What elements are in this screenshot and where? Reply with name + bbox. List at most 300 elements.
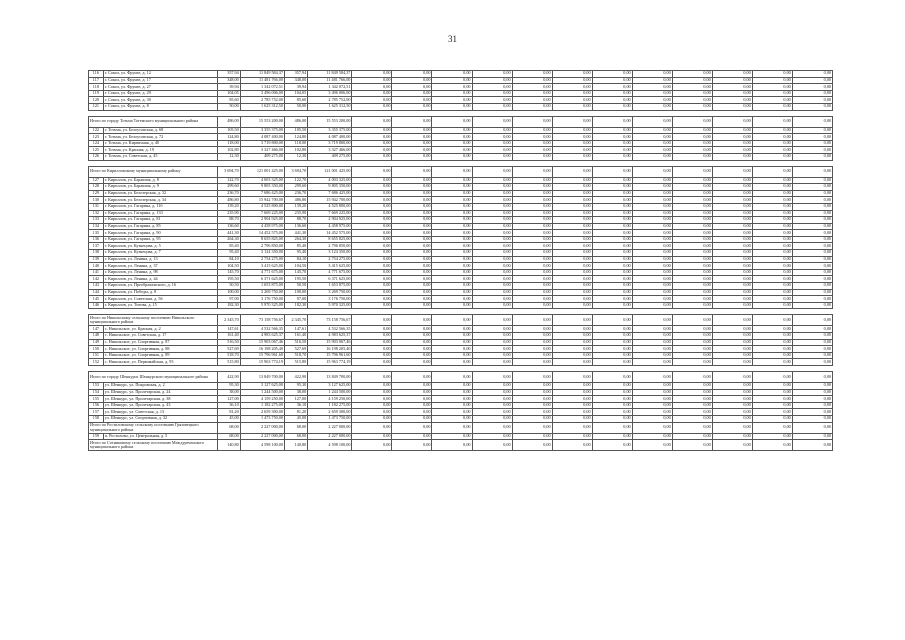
sum-cell-2: 2 785 752,00 [308, 97, 352, 104]
area-cell-2: 122,70 [284, 177, 307, 184]
zero-cell: 0,00 [632, 276, 672, 283]
zero-cell: 0,00 [752, 210, 792, 217]
zero-cell: 0,00 [352, 276, 392, 283]
zero-cell: 0,00 [392, 90, 432, 97]
sum-cell-2: 4 003 325,00 [308, 177, 352, 184]
row-index: 142 [89, 276, 104, 283]
zero-cell: 0,00 [512, 263, 552, 270]
sum-cell-2: 1 244 500,00 [308, 389, 352, 396]
sum-cell: 3 496 006,00 [240, 90, 284, 97]
zero-cell: 0,00 [552, 346, 592, 353]
zero-cell: 0,00 [672, 315, 712, 326]
zero-cell: 0,00 [472, 116, 512, 127]
zero-cell: 0,00 [632, 422, 672, 433]
zero-cell: 0,00 [432, 389, 472, 396]
zero-cell: 0,00 [472, 283, 512, 290]
zero-cell: 0,00 [472, 415, 512, 422]
zero-cell: 0,00 [352, 382, 392, 389]
zero-cell: 0,00 [552, 296, 592, 303]
sum-cell-2: 3 127 625,00 [308, 382, 352, 389]
row-address: г. Кириллов, ул. Гагарина, д. 81 [103, 217, 217, 224]
zero-cell: 0,00 [712, 203, 752, 210]
zero-cell: 0,00 [472, 396, 512, 403]
zero-cell: 0,00 [792, 339, 832, 346]
zero-cell: 0,00 [392, 230, 432, 237]
table-row [89, 250, 833, 257]
zero-cell: 0,00 [552, 127, 592, 134]
zero-cell: 0,00 [792, 147, 832, 154]
zero-cell: 0,00 [712, 396, 752, 403]
row-index: 139 [89, 256, 104, 263]
zero-cell: 0,00 [552, 256, 592, 263]
table-row [89, 71, 833, 78]
zero-cell: 0,00 [392, 402, 432, 409]
zero-cell: 0,00 [592, 433, 632, 440]
zero-cell: 0,00 [672, 184, 712, 191]
table-row [89, 177, 833, 184]
table-row [89, 396, 833, 403]
zero-cell: 0,00 [512, 415, 552, 422]
row-index: 118 [89, 84, 104, 91]
zero-cell: 0,00 [592, 315, 632, 326]
zero-cell: 0,00 [672, 333, 712, 340]
zero-cell: 0,00 [752, 289, 792, 296]
zero-cell: 0,00 [672, 166, 712, 177]
zero-cell: 0,00 [352, 359, 392, 366]
zero-cell: 0,00 [752, 396, 792, 403]
zero-cell: 0,00 [632, 371, 672, 382]
area-cell-2: 264,30 [284, 236, 307, 243]
zero-cell: 0,00 [592, 276, 632, 283]
zero-cell: 0,00 [792, 402, 832, 409]
row-address: г. Сокол, ул. Фрунзе, д. 29 [103, 90, 217, 97]
zero-cell: 0,00 [792, 346, 832, 353]
zero-cell: 0,00 [432, 409, 472, 416]
row-index: 152 [89, 359, 104, 366]
area-cell: 81,20 [217, 409, 240, 416]
zero-cell: 0,00 [552, 236, 592, 243]
zero-cell: 0,00 [552, 223, 592, 230]
zero-cell: 0,00 [592, 371, 632, 382]
area-cell-2: 140,80 [284, 440, 307, 451]
zero-cell: 0,00 [432, 190, 472, 197]
zero-cell: 0,00 [392, 315, 432, 326]
zero-cell: 0,00 [752, 250, 792, 257]
area-cell: 118,00 [217, 140, 240, 147]
zero-cell: 0,00 [472, 269, 512, 276]
zero-cell: 0,00 [672, 84, 712, 91]
sum-cell: 4 159 250,00 [240, 396, 284, 403]
zero-cell: 0,00 [392, 440, 432, 451]
zero-cell: 0,00 [712, 250, 752, 257]
zero-cell: 0,00 [672, 153, 712, 160]
zero-cell: 0,00 [712, 103, 752, 110]
table-row [89, 359, 833, 366]
zero-cell: 0,00 [712, 190, 752, 197]
zero-cell: 0,00 [632, 382, 672, 389]
sum-cell: 2 785 752,00 [240, 97, 284, 104]
row-index: 131 [89, 203, 104, 210]
zero-cell: 0,00 [392, 276, 432, 283]
zero-cell: 0,00 [672, 283, 712, 290]
row-address: г. Сокол, ул. Фрунзе, д. 17 [103, 77, 217, 84]
zero-cell: 0,00 [672, 243, 712, 250]
zero-cell: 0,00 [392, 302, 432, 309]
zero-cell: 0,00 [592, 263, 632, 270]
row-index: 116 [89, 71, 104, 78]
zero-cell: 0,00 [672, 433, 712, 440]
zero-cell: 0,00 [752, 256, 792, 263]
zero-cell: 0,00 [712, 243, 752, 250]
area-cell-2: 486,80 [284, 197, 307, 204]
zero-cell: 0,00 [432, 269, 472, 276]
row-address: г. Сокол, ул. Фрунзе, д. 30 [103, 97, 217, 104]
zero-cell: 0,00 [392, 339, 432, 346]
zero-cell: 0,00 [712, 140, 752, 147]
zero-cell: 0,00 [392, 77, 432, 84]
zero-cell: 0,00 [472, 346, 512, 353]
table-row [89, 276, 833, 283]
zero-cell: 0,00 [552, 184, 592, 191]
zero-cell: 0,00 [672, 236, 712, 243]
area-cell-2: 518,70 [284, 352, 307, 359]
zero-cell: 0,00 [472, 134, 512, 141]
zero-cell: 0,00 [792, 250, 832, 257]
zero-cell: 0,00 [792, 184, 832, 191]
zero-cell: 0,00 [552, 147, 592, 154]
zero-cell: 0,00 [352, 217, 392, 224]
zero-cell: 0,00 [352, 422, 392, 433]
zero-cell: 0,00 [552, 422, 592, 433]
zero-cell: 0,00 [632, 197, 672, 204]
zero-cell: 0,00 [632, 333, 672, 340]
sum-cell-2: 11 849 584,37 [308, 71, 352, 78]
zero-cell: 0,00 [352, 302, 392, 309]
zero-cell: 0,00 [672, 396, 712, 403]
sum-cell: 16 198 205,40 [240, 346, 284, 353]
zero-cell: 0,00 [472, 315, 512, 326]
zero-cell: 0,00 [592, 256, 632, 263]
zero-cell: 0,00 [792, 140, 832, 147]
zero-cell: 0,00 [752, 84, 792, 91]
zero-cell: 0,00 [472, 440, 512, 451]
area-cell: 145,70 [217, 269, 240, 276]
subtotal-row [89, 116, 833, 127]
zero-cell: 0,00 [672, 250, 712, 257]
area-cell: 516,50 [217, 339, 240, 346]
zero-cell: 0,00 [792, 433, 832, 440]
zero-cell: 0,00 [552, 166, 592, 177]
sum-cell-2: 4 458 975,00 [308, 223, 352, 230]
zero-cell: 0,00 [672, 263, 712, 270]
zero-cell: 0,00 [592, 184, 632, 191]
zero-cell: 0,00 [552, 177, 592, 184]
row-address: г. Кириллов, ул. Ленина, д. 98 [103, 269, 217, 276]
zero-cell: 0,00 [672, 197, 712, 204]
zero-cell: 0,00 [672, 402, 712, 409]
zero-cell: 0,00 [552, 371, 592, 382]
zero-cell: 0,00 [472, 371, 512, 382]
zero-cell: 0,00 [712, 147, 752, 154]
area-cell-2: 104,05 [284, 90, 307, 97]
zero-cell: 0,00 [712, 315, 752, 326]
row-address: с. Никольское, ул. Красная, д. 2 [103, 326, 217, 333]
area-cell-2: 85,60 [284, 97, 307, 104]
zero-cell: 0,00 [392, 236, 432, 243]
zero-cell: 0,00 [352, 352, 392, 359]
area-cell: 441,30 [217, 230, 240, 237]
zero-cell: 0,00 [512, 97, 552, 104]
zero-cell: 0,00 [512, 283, 552, 290]
area-cell: 122,70 [217, 177, 240, 184]
zero-cell: 0,00 [552, 90, 592, 97]
row-index: 138 [89, 250, 104, 257]
zero-cell: 0,00 [512, 230, 552, 237]
zero-cell: 0,00 [512, 402, 552, 409]
area-cell-2: 118,00 [284, 140, 307, 147]
row-address: г. Кириллов, ул. Гагарина, д. 133 [103, 210, 217, 217]
zero-cell: 0,00 [552, 84, 592, 91]
zero-cell: 0,00 [472, 389, 512, 396]
zero-cell: 0,00 [592, 422, 632, 433]
zero-cell: 0,00 [432, 90, 472, 97]
area-cell: 264,30 [217, 236, 240, 243]
zero-cell: 0,00 [552, 433, 592, 440]
row-index: 148 [89, 333, 104, 340]
area-cell-2: 235,90 [284, 210, 307, 217]
zero-cell: 0,00 [552, 134, 592, 141]
zero-cell: 0,00 [592, 134, 632, 141]
sum-cell: 4 087 400,00 [240, 134, 284, 141]
zero-cell: 0,00 [432, 177, 472, 184]
area-cell: 357,94 [217, 71, 240, 78]
sum-cell-2: 6 371 625,00 [308, 276, 352, 283]
zero-cell: 0,00 [792, 127, 832, 134]
row-index: 130 [89, 197, 104, 204]
row-address: г. Тотьма, ул. Белоусовская, д. 68 [103, 127, 217, 134]
sum-cell-2: 14 452 575,00 [308, 230, 352, 237]
zero-cell: 0,00 [552, 197, 592, 204]
area-cell: 50,50 [217, 283, 240, 290]
table-row [89, 296, 833, 303]
zero-cell: 0,00 [632, 84, 672, 91]
row-index: 135 [89, 230, 104, 237]
subtotal-row [89, 371, 833, 382]
table-row [89, 402, 833, 409]
row-index: 144 [89, 289, 104, 296]
zero-cell: 0,00 [512, 116, 552, 127]
zero-cell: 0,00 [352, 296, 392, 303]
sum-cell-2: 3 124 350,00 [308, 250, 352, 257]
zero-cell: 0,00 [472, 153, 512, 160]
zero-cell: 0,00 [712, 382, 752, 389]
zero-cell: 0,00 [392, 147, 432, 154]
zero-cell: 0,00 [432, 402, 472, 409]
area-cell-2: 357,94 [284, 71, 307, 78]
zero-cell: 0,00 [712, 177, 752, 184]
row-index: 156 [89, 402, 104, 409]
zero-cell: 0,00 [632, 352, 672, 359]
area-cell-2: 348,00 [284, 77, 307, 84]
zero-cell: 0,00 [792, 84, 832, 91]
zero-cell: 0,00 [632, 339, 672, 346]
zero-cell: 0,00 [352, 84, 392, 91]
zero-cell: 0,00 [712, 77, 752, 84]
zero-cell: 0,00 [632, 134, 672, 141]
zero-cell: 0,00 [632, 153, 672, 160]
area-cell: 161,40 [217, 333, 240, 340]
zero-cell: 0,00 [472, 184, 512, 191]
zero-cell: 0,00 [512, 333, 552, 340]
zero-cell: 0,00 [632, 147, 672, 154]
area-cell-2: 182,30 [284, 302, 307, 309]
area-cell-2: 299,60 [284, 184, 307, 191]
area-cell-2: 39,94 [284, 84, 307, 91]
zero-cell: 0,00 [552, 230, 592, 237]
zero-cell: 0,00 [632, 103, 672, 110]
zero-cell: 0,00 [472, 166, 512, 177]
zero-cell: 0,00 [352, 140, 392, 147]
zero-cell: 0,00 [352, 283, 392, 290]
zero-cell: 0,00 [672, 269, 712, 276]
area-cell: 139,20 [217, 203, 240, 210]
zero-cell: 0,00 [672, 217, 712, 224]
zero-cell: 0,00 [752, 402, 792, 409]
zero-cell: 0,00 [392, 153, 432, 160]
zero-cell: 0,00 [432, 84, 472, 91]
zero-cell: 0,00 [632, 359, 672, 366]
zero-cell: 0,00 [512, 389, 552, 396]
zero-cell: 0,00 [352, 263, 392, 270]
row-index: 136 [89, 236, 104, 243]
zero-cell: 0,00 [712, 184, 752, 191]
row-address: г. Кириллов, ул. Советская, д. 56 [103, 296, 217, 303]
zero-cell: 0,00 [672, 230, 712, 237]
zero-cell: 0,00 [472, 140, 512, 147]
area-cell-2: 527,69 [284, 346, 307, 353]
zero-cell: 0,00 [672, 90, 712, 97]
zero-cell: 0,00 [472, 433, 512, 440]
area-cell: 140,80 [217, 440, 240, 451]
zero-cell: 0,00 [592, 359, 632, 366]
area-cell: 36,10 [217, 402, 240, 409]
zero-cell: 0,00 [392, 382, 432, 389]
zero-cell: 0,00 [512, 127, 552, 134]
zero-cell: 0,00 [472, 127, 512, 134]
table-row [89, 283, 833, 290]
area-cell: 84,10 [217, 256, 240, 263]
zero-cell: 0,00 [432, 217, 472, 224]
row-index: 123 [89, 134, 104, 141]
sum-cell: 7 686 425,00 [240, 190, 284, 197]
table-row [89, 382, 833, 389]
row-address: ул. Шенкурс, ул. Спортивная, д. 32 [103, 415, 217, 422]
zero-cell: 0,00 [392, 197, 432, 204]
sum-cell-2: 11 481 766,00 [308, 77, 352, 84]
zero-cell: 0,00 [472, 409, 512, 416]
zero-cell: 0,00 [752, 263, 792, 270]
zero-cell: 0,00 [512, 269, 552, 276]
sum-cell: 4 983 625,37 [240, 333, 284, 340]
zero-cell: 0,00 [672, 147, 712, 154]
row-address: г. Кириллов, ул. Ленина, д. 37 [103, 263, 217, 270]
zero-cell: 0,00 [512, 346, 552, 353]
zero-cell: 0,00 [552, 389, 592, 396]
zero-cell: 0,00 [632, 166, 672, 177]
sum-cell: 14 452 575,00 [240, 230, 284, 237]
area-cell: 39,94 [217, 84, 240, 91]
housing-table [88, 70, 833, 451]
zero-cell: 0,00 [592, 236, 632, 243]
zero-cell: 0,00 [712, 134, 752, 141]
zero-cell: 0,00 [632, 433, 672, 440]
zero-cell: 0,00 [432, 116, 472, 127]
zero-cell: 0,00 [352, 77, 392, 84]
zero-cell: 0,00 [592, 103, 632, 110]
zero-cell: 0,00 [552, 333, 592, 340]
area-cell: 299,60 [217, 184, 240, 191]
zero-cell: 0,00 [672, 339, 712, 346]
row-address: ул. Шенкурс, ул. Советская, д. 13 [103, 409, 217, 416]
zero-cell: 0,00 [352, 339, 392, 346]
sum-cell-2: 15 942 700,00 [308, 197, 352, 204]
sum-cell: 8 655 825,00 [240, 236, 284, 243]
zero-cell: 0,00 [352, 396, 392, 403]
zero-cell: 0,00 [552, 276, 592, 283]
zero-cell: 0,00 [752, 243, 792, 250]
area-cell-2: 38,00 [284, 389, 307, 396]
row-index: 137 [89, 243, 104, 250]
zero-cell: 0,00 [352, 371, 392, 382]
zero-cell: 0,00 [472, 333, 512, 340]
row-address: г. Сокол, ул. Фрунзе, д. 8 [103, 103, 217, 110]
zero-cell: 0,00 [592, 402, 632, 409]
row-index: 132 [89, 210, 104, 217]
zero-cell: 0,00 [512, 371, 552, 382]
sum-cell-2: 2 227 000,00 [308, 433, 352, 440]
zero-cell: 0,00 [672, 190, 712, 197]
zero-cell: 0,00 [592, 147, 632, 154]
area-cell-2: 50,00 [284, 103, 307, 110]
sum-cell: 4 003 325,00 [240, 177, 284, 184]
zero-cell: 0,00 [432, 71, 472, 78]
subtotal-label: Итого по Кирилловскому муниципальному району [89, 166, 218, 177]
zero-cell: 0,00 [672, 97, 712, 104]
row-index: 155 [89, 396, 104, 403]
area-cell-2: 45,00 [284, 415, 307, 422]
table-row [89, 97, 833, 104]
sum-cell: 3 355 375,00 [240, 127, 284, 134]
zero-cell: 0,00 [632, 346, 672, 353]
zero-cell: 0,00 [672, 409, 712, 416]
zero-cell: 0,00 [432, 289, 472, 296]
row-address: г. Тотьма, ул. Белоусовская, д. 72 [103, 134, 217, 141]
zero-cell: 0,00 [592, 352, 632, 359]
zero-cell: 0,00 [672, 326, 712, 333]
zero-cell: 0,00 [672, 134, 712, 141]
row-address: г. Кириллов, ул. Преображенского, д. 16 [103, 283, 217, 290]
zero-cell: 0,00 [512, 217, 552, 224]
zero-cell: 0,00 [512, 276, 552, 283]
row-index: 143 [89, 283, 104, 290]
area-cell: 527,69 [217, 346, 240, 353]
zero-cell: 0,00 [352, 440, 392, 451]
zero-cell: 0,00 [392, 346, 432, 353]
zero-cell: 0,00 [512, 103, 552, 110]
sum-cell: 5 970 325,00 [240, 302, 284, 309]
zero-cell: 0,00 [512, 223, 552, 230]
area-cell-2: 236,70 [284, 190, 307, 197]
